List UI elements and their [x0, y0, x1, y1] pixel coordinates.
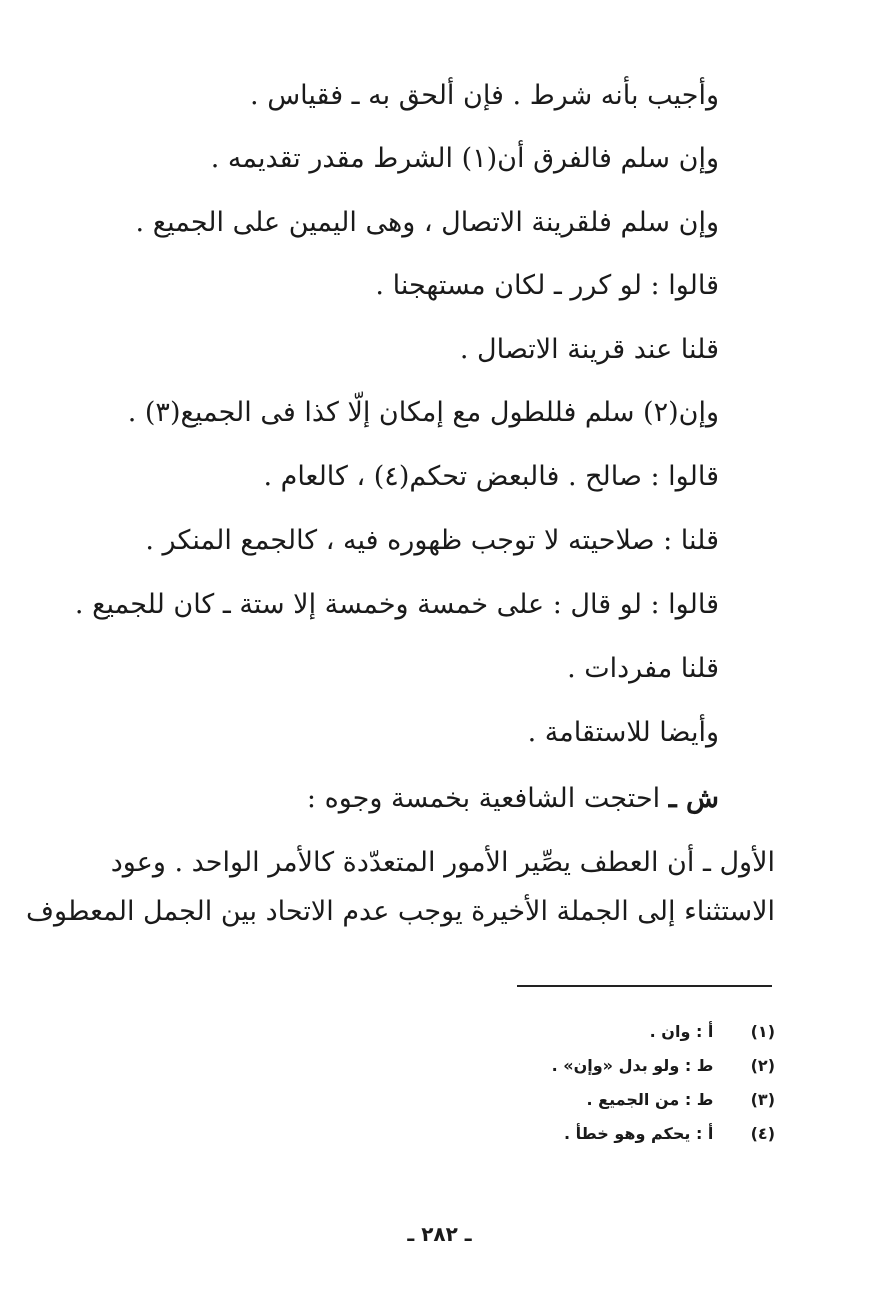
- text-line: وأيضا للاستقامة .: [527, 717, 719, 748]
- footnote: [475, 1054, 775, 1078]
- text-line: قالوا : صالح . فالبعض تحكم(٤) ، كالعام .: [263, 461, 719, 492]
- page-number: ـ ٢٨٢ ـ: [407, 1222, 472, 1246]
- text-line: وأجيب بأنه شرط . فإن ألحق به ـ فقياس .: [250, 80, 719, 111]
- footnote-number: (١): [750, 1022, 775, 1041]
- footnote-number: (٢): [750, 1056, 775, 1075]
- section-marker: ش ـ: [668, 783, 719, 814]
- paragraph-line: الأول ـ أن العطف يصِّير الأمور المتعدّدة كالأمر الواحد . وعود: [110, 847, 775, 878]
- paragraph-line: الاستثناء إلى الجملة الأخيرة يوجب عدم الاتحاد بين الجمل المعطوف: [26, 896, 775, 927]
- footnote-text: أ : وان .: [649, 1022, 714, 1041]
- text-line: وإن سلم فالفرق أن(١) الشرط مقدر تقديمه .: [210, 143, 719, 174]
- footnote-text: ط : ولو بدل «وإن» .: [551, 1056, 714, 1075]
- text-line: وإن سلم فلقرينة الاتصال ، وهى اليمين على الجميع .: [135, 207, 719, 238]
- footnote-divider: [517, 985, 772, 987]
- footnote-number: (٤): [750, 1124, 775, 1143]
- footnote-number: (٣): [750, 1090, 775, 1109]
- footnote: [475, 1122, 775, 1146]
- footnote: [475, 1088, 775, 1112]
- text-line: قالوا : لو كرر ـ لكان مستهجنا .: [375, 270, 719, 301]
- text-line: قلنا : صلاحيته لا توجب ظهوره فيه ، كالجمع المنكر .: [145, 525, 719, 556]
- footnote-text: أ : يحكم وهو خطأ .: [564, 1124, 714, 1143]
- text-line: وإن(٢) سلم فللطول مع إمكان إلّا كذا فى الجميع(٣) .: [127, 397, 719, 428]
- footnote: [475, 1020, 775, 1044]
- footnote-text: ط : من الجميع .: [586, 1090, 714, 1109]
- section-heading-text: احتجت الشافعية بخمسة وجوه :: [306, 783, 669, 814]
- section-heading: [79, 779, 719, 819]
- text-line: قلنا مفردات .: [567, 653, 719, 684]
- text-line: قالوا : لو قال : على خمسة وخمسة إلا ستة ـ كان للجميع .: [74, 589, 719, 620]
- text-line: قلنا عند قرينة الاتصال .: [459, 334, 719, 365]
